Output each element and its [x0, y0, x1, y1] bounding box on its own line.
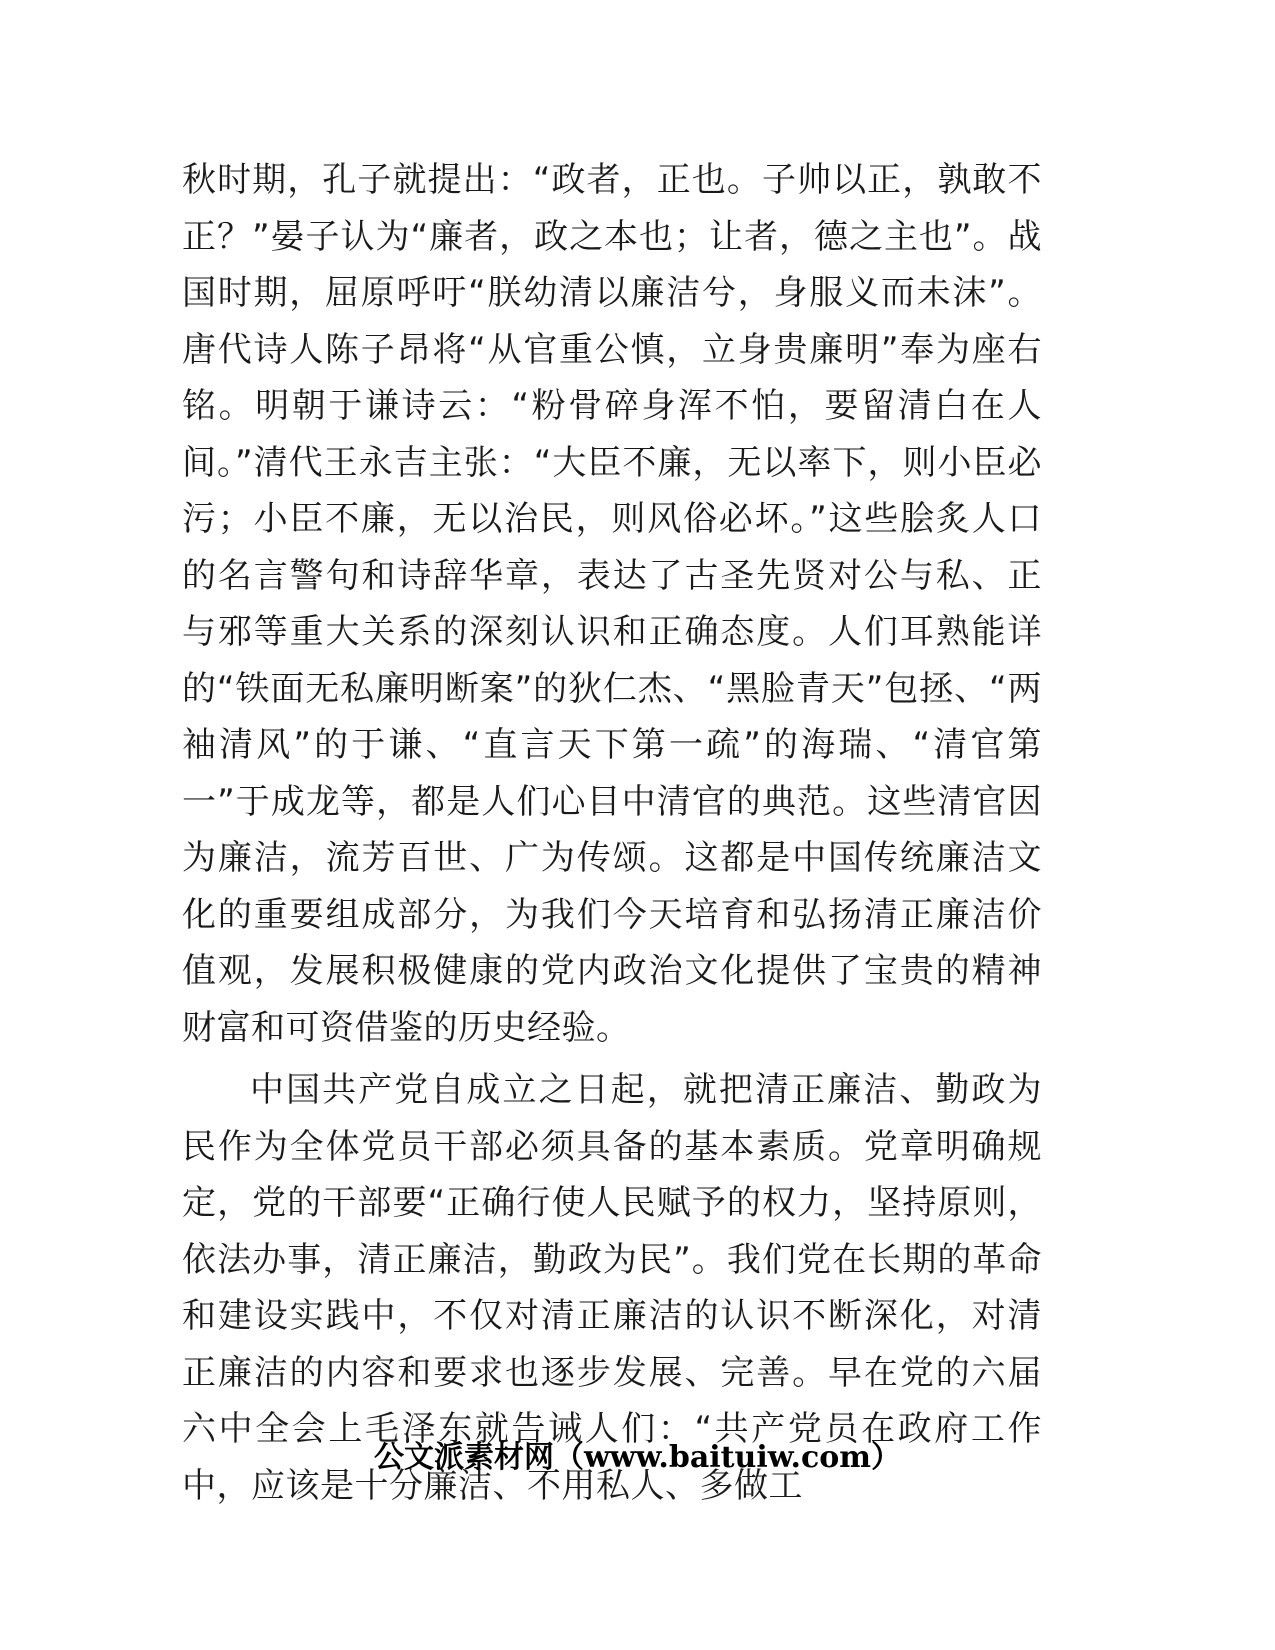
paragraph-2: 中国共产党自成立之日起，就把清正廉洁、勤政为民作为全体党员干部必须具备的基本素质。党章明确规定，党的干部要“正确行使人民赋予的权力，坚持原则，依法办事，清正廉洁，勤政为民”。我们党在长期的革命和建设实践中，不仅对清正廉洁的认识不断深化，对清正廉洁的内容和要求也逐步发展、完善。早在党的六届六中全会上毛泽东就告诫人们：“共产党员在政府工作中，应该是十分廉洁、不用私人、多做工: [182, 1070, 1042, 1506]
footer-watermark: 公文派素材网（www.baituiw.com）: [373, 1440, 902, 1475]
paragraph-1: 秋时期，孔子就提出：“政者，正也。子帅以正，孰敢不正？”晏子认为“廉者，政之本也；让者，德之主也”。战国时期，屈原呼吁“朕幼清以廉洁兮，身服义而未沫”。唐代诗人陈子昂将“从官重公慎，立身贵廉明”奉为座右铭。明朝于谦诗云：“粉骨碎身浑不怕，要留清白在人间。”清代王永吉主张：“大臣不廉，无以率下，则小臣必污；小臣不廉，无以治民，则风俗必坏。”这些脍炙人口的名言警句和诗辞华章，表达了古圣先贤对公与私、正与邪等重大关系的深刻认识和正确态度。人们耳熟能详的“铁面无私廉明断案”的狄仁杰、“黑脸青天”包拯、“两袖清风”的于谦、“直言天下第一疏”的海瑞、“清官第一”于成龙等，都是人们心目中清官的典范。这些清官因为廉洁，流芳百世、广为传颂。这都是中国传统廉洁文化的重要组成部分，为我们今天培育和弘扬清正廉洁价值观，发展积极健康的党内政治文化提供了宝贵的精神财富和可资借鉴的历史经验。: [182, 160, 1042, 1048]
body-text: [182, 152, 1042, 1514]
